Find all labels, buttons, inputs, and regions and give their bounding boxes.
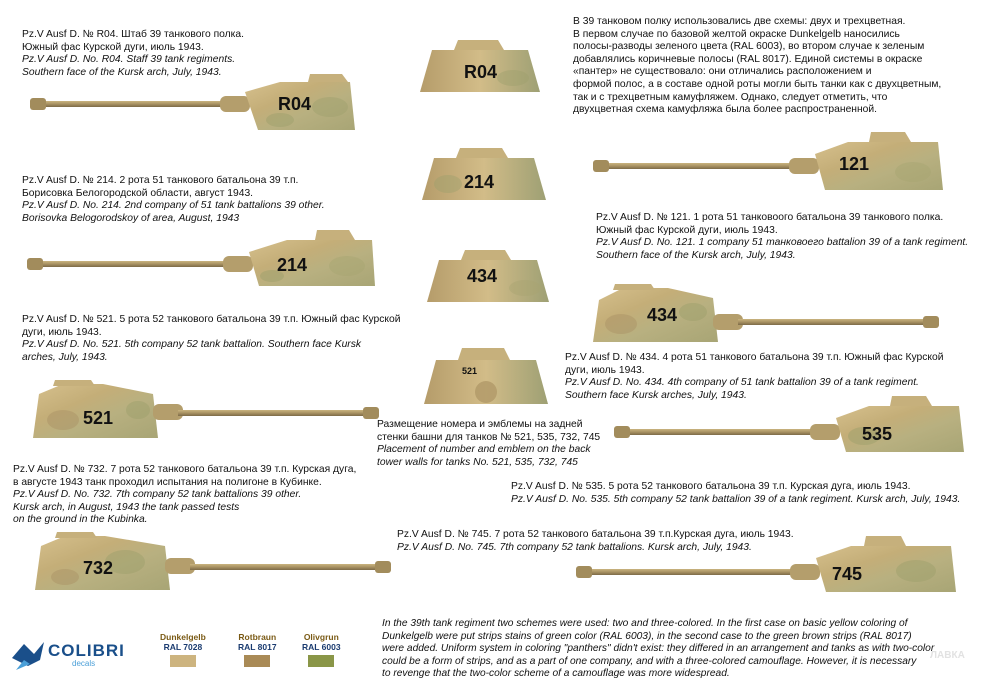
caption-ru: стенки башни для танков № 521, 535, 732, 745 <box>377 431 601 443</box>
caption-en: Pz.V Ausf D. No. R04. Staff 39 tank regiments. <box>22 54 236 66</box>
swatch-color <box>170 655 196 667</box>
caption-521 <box>22 314 400 364</box>
swatch-name: Dunkelgelb <box>160 632 206 642</box>
caption-en: on the ground in the Kubinka. <box>13 514 148 526</box>
caption-en: Southern face Kursk arches, July, 1943. <box>565 389 747 401</box>
swatch-code: RAL 6003 <box>302 642 341 652</box>
intro-ru-line: двухцветная схема камуфляжа была более распространенной. <box>573 104 878 116</box>
swatch-color <box>308 655 334 667</box>
turret-rear-434 <box>425 248 551 304</box>
colibri-logo <box>10 636 130 676</box>
caption-ru: Pz.V Ausf D. № 535. 5 рота 52 танкового батальона 39 т.п. Курская дуга, июль 1943. <box>511 481 911 492</box>
tank-number-521: 521 <box>83 408 114 428</box>
intro-en-line: to revenge that the two-color scheme of a camouflage was more widespread. <box>382 668 730 680</box>
intro-ru-line: В 39 танковом полку использовались две схемы: двух и трехцветная. <box>573 16 906 27</box>
caption-en: tower walls for tanks No. 521, 535, 732, 745 <box>377 456 578 468</box>
watermark: ЛАВКА <box>930 650 965 661</box>
caption-ru: дуги, июль 1943. <box>22 326 102 338</box>
caption-535 <box>511 481 960 506</box>
caption-732 <box>13 464 356 527</box>
tank-number-214: 214 <box>277 255 308 275</box>
caption-en: Borisovka Belogorodskoy of area, August, 1943 <box>22 212 240 224</box>
caption-en: Pz.V Ausf D. No. 521. 5th company 52 tank battalion. Southern face Kursk <box>22 339 362 351</box>
caption-ru: Pz.V Ausf D. № 214. 2 рота 51 танкового батальона 39 т.п. <box>22 175 299 186</box>
tank-214-profile <box>27 228 377 288</box>
turret-number-521: 521 <box>462 366 478 376</box>
caption-en: Placement of number and emblem on the back <box>377 444 591 456</box>
caption-ru: Южный фас Курской дуги, июль 1943. <box>22 41 204 53</box>
tank-number-745: 745 <box>832 564 863 584</box>
turret-rear-521 <box>422 346 550 406</box>
tank-number-732: 732 <box>83 558 114 578</box>
tank-121-profile <box>593 132 945 192</box>
intro-ru-line: формой полос, а в составе одной роты могли быть танки как с двухцветным, <box>573 78 942 90</box>
intro-en-line: Dunkelgelb were put strips stains of green color (RAL 6003), in the second case to the green brown strips (RAL 8017) <box>382 630 912 642</box>
caption-ru: Pz.V Ausf D. № 121. 1 рота 51 танковоого батальона 39 танкового полка. <box>596 212 944 223</box>
turret-number-434: 434 <box>467 266 498 286</box>
tank-number-r04: R04 <box>278 94 312 114</box>
intro-ru-line: полосы-разводы зеленого цвета (RAL 6003), во втором случае к зеленым <box>573 41 925 53</box>
caption-ru: Размещение номера и эмблемы на задней <box>377 419 583 430</box>
caption-ru: Pz.V Ausf D. № R04. Штаб 39 танкового полка. <box>22 29 244 40</box>
caption-ru: в августе 1943 танк проходил испытания на полигоне в Кубинке. <box>13 476 322 488</box>
caption-rear-placement <box>377 419 600 469</box>
caption-en: Pz.V Ausf D. No. 732. 7th company 52 tank battalions 39 other. <box>13 489 302 501</box>
caption-en: Southern face of the Kursk arch, July, 1943. <box>596 249 796 261</box>
swatch-name: Rotbraun <box>238 632 277 642</box>
caption-214 <box>22 175 325 225</box>
swatch-olivgrun <box>302 632 341 667</box>
caption-en: Pz.V Ausf D. No. 434. 4th company of 51 tank battalion 39 of a tank regiment. <box>565 377 919 389</box>
caption-ru: Pz.V Ausf D. № 521. 5 рота 52 танкового батальона 39 т.п. Южный фас Курской <box>22 314 401 325</box>
caption-en: Pz.V Ausf D. No. 745. 7th company 52 tank battalions. Kursk arch, July, 1943. <box>397 541 752 553</box>
logo-sub: decals <box>72 659 96 668</box>
intro-english <box>382 618 982 681</box>
intro-ru-line: «пантер» не существовало: они отличались расположением и <box>573 66 872 78</box>
caption-ru: Pz.V Ausf D. № 745. 7 рота 52 танкового батальона 39 т.п.Курская дуга, июль 1943. <box>397 529 794 540</box>
intro-en-line: could be a form of strips, and as a part of one company, and with a three-colored camouflage. However, it is necessary <box>382 655 917 667</box>
intro-russian <box>573 16 941 117</box>
tank-r04-profile <box>30 72 360 134</box>
caption-en: arches, July, 1943. <box>22 351 108 363</box>
tank-number-434: 434 <box>647 305 678 325</box>
caption-ru: Pz.V Ausf D. № 732. 7 рота 52 танкового батальона 39 т.п. Курская дуга, <box>13 464 357 475</box>
tank-745-profile <box>576 536 960 594</box>
tank-434-profile <box>593 284 945 344</box>
swatch-dunkelgelb <box>160 632 206 667</box>
tank-number-121: 121 <box>839 154 870 174</box>
intro-ru-line: В первом случае по базовой желтой окраске Dunkelgelb наносились <box>573 28 900 40</box>
caption-en: Southern face of the Kursk arch, July, 1943. <box>22 66 222 78</box>
intro-ru-line: добавлялись коричневые полосы (RAL 8017). Единой системы в окраске <box>573 53 923 65</box>
turret-number-r04: R04 <box>464 62 498 82</box>
swatch-rotbraun <box>238 632 277 667</box>
caption-434 <box>565 352 943 402</box>
caption-en: Pz.V Ausf D. No. 535. 5th company 52 tank battalion 39 of a tank regiment. Kursk arch, July, 1943. <box>511 493 961 505</box>
swatch-code: RAL 8017 <box>238 642 277 652</box>
tank-535-profile <box>614 396 966 454</box>
turret-rear-r04 <box>418 38 542 94</box>
caption-ru: Pz.V Ausf D. № 434. 4 рота 51 танкового батальона 39 т.п. Южный фас Курской <box>565 352 944 363</box>
logo-name: COLIBRI <box>48 641 125 660</box>
caption-ru: Южный фас Курской дуги, июль 1943. <box>596 224 778 236</box>
turret-rear-214 <box>420 146 548 202</box>
swatch-name: Olivgrun <box>303 632 339 642</box>
tank-732-profile <box>35 532 395 592</box>
intro-ru-line: так и с трехцветным камуфляжем. Однако, следует отметить, что <box>573 91 888 103</box>
hummingbird-icon <box>12 642 44 666</box>
turret-number-214: 214 <box>464 172 495 192</box>
caption-ru: Борисовка Белогородской области, август 1943. <box>22 187 254 199</box>
swatch-color <box>244 655 270 667</box>
caption-121 <box>596 212 968 262</box>
caption-en: Pz.V Ausf D. No. 121. 1 company 51 танковоего battalion 39 of a tank regiment. <box>596 237 969 249</box>
caption-en: Kursk arch, in August, 1943 the tank passed tests <box>13 501 240 513</box>
tank-number-535: 535 <box>862 424 893 444</box>
caption-ru: дуги, июль 1943. <box>565 364 645 376</box>
intro-en-line: were added. Uniform system in coloring "panthers" didn't exist: they differed in an arrangement and tanks as with two-color <box>382 643 935 655</box>
swatch-code: RAL 7028 <box>163 642 203 652</box>
caption-en: Pz.V Ausf D. No. 214. 2nd company of 51 tank battalions 39 other. <box>22 200 325 212</box>
intro-en-line: In the 39th tank regiment two schemes were used: two and three-colored. In the first case on basic yellow coloring of <box>382 618 908 629</box>
tank-521-profile <box>33 380 383 440</box>
